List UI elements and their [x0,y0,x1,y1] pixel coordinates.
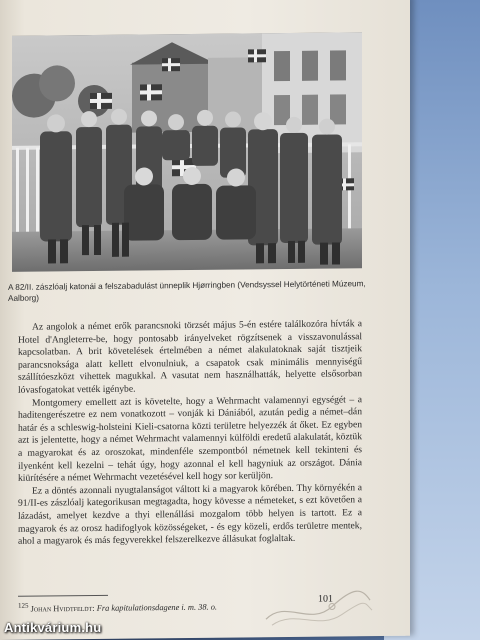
body-text [18,318,362,548]
paragraph: Az angolok a német erők parancsnoki törzsét május 5-én estére találkozóra hívták a Hotel d'Angleterre-be, hogy pontosabb irányelveket rögzítsenek a visszavonulással kapcsolatban. A brit követelések értelmében a német alakulatoknak saját tisztjeik parancsnoksága alatt kellett elvonulniuk, a csapatok csak minimális mennyiségű szállítóeszközt vihettek magukkal. A vasutat nem használhatták, helyette elsősorban lóvasfogatokat vették igénybe. [18,318,362,396]
photo-caption: A 82/II. zászlóalj katonái a felszabadulást ünneplik Hjørringben (Vendsyssel Helytörténeti Múzeum, Aalborg) [8,279,366,303]
historical-photograph [12,32,362,272]
paragraph: Ez a döntés azonnali nyugtalanságot váltott ki a magyarok körében. Thy környékén a 91/II-es zászlóalj kategorikusan megtagadta, hogy kövesse a németeket, s ezt követően a lázadást, amelyet kezdve a thyi ellenállási mozgalom több helyen is tartott. Ez a magyarok és az orosz hadifoglyok közösségeket, - és egy közeli, erdős területre mentek, ahol a magyarok és más fegyverekkel felszerelkezve állásukat foglaltak. [18,481,362,547]
footnote-divider [18,595,108,597]
page-number: 101 [318,593,333,605]
footnote-author: Johan Hvidtfeldt: [30,603,95,614]
footnote-marker: 125 [18,601,29,610]
footnote-citation: Fra kapitulationsdagene i. m. 38. o. [96,602,217,613]
photo-illustration [12,32,362,272]
paragraph: Montgomery emellett azt is követelte, hogy a Wehrmacht valamennyi egységét – a haditengerészetre ez nem vonatkozott – vonják ki Dániából, azután pedig a német–dán határ és a schleswig-holsteini Kieli-csatorna közti területre helyezzék át őket. Ez egyben azt is jelentette, hogy a német Wehrmacht valamennyi külföldi eredetű alakulatát, köztük a magyarokat és az oroszokat, mindenféle szempontból németnek kell tekinteni és ilyenként kell kezelni – tehát úgy, hogy azonnal el kell hagyniuk az országot. Dánia kiürítésére a német Wehrmacht vezetésével kell hogy sor kerüljön. [18,393,362,484]
watermark: Antikvárium.hu [4,620,102,635]
